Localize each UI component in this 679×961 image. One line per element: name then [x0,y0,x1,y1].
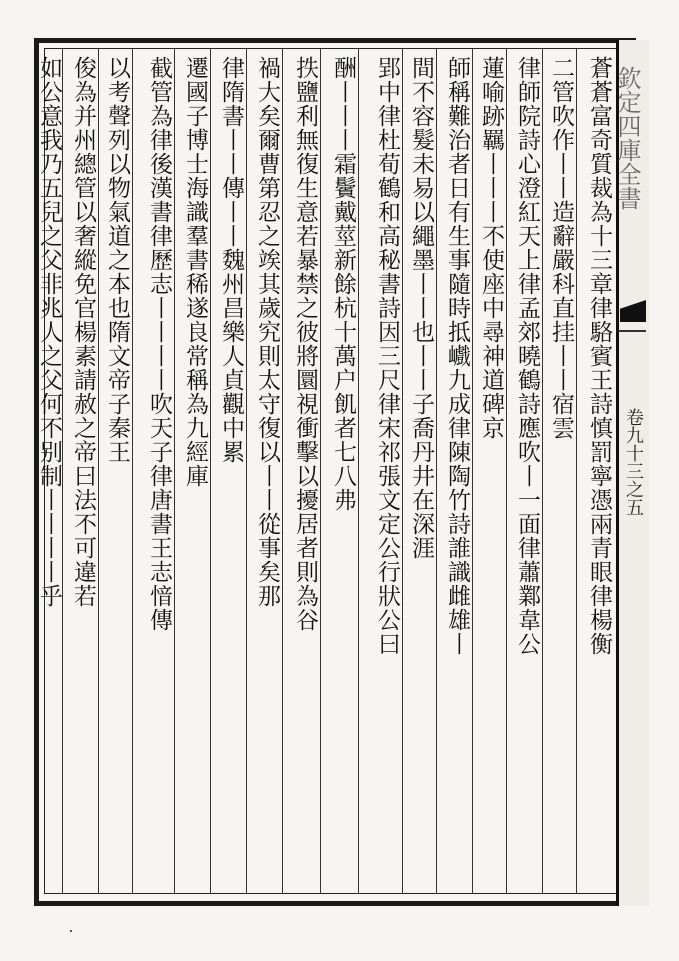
text-column-2: 二管吹作丨丨造辭嚴科直挂丨丨宿雲 [548,56,574,440]
column-rule [132,48,133,894]
text-column-7: 郢中律杜荀鶴和高秘書詩因三尺律宋祁張文定公行狀公曰 [374,56,400,656]
column-rule [542,48,543,894]
text-column-1: 蒼蒼富奇質裁為十三章律駱賓王詩慎罰寧憑兩青眼律楊衡 [586,56,612,656]
text-column-15: 俊為并州總管以奢縱免官楊素請赦之帝曰法不可違若 [70,56,96,608]
column-rule [174,48,175,894]
text-column-6: 間不容髮未易以繩墨丨丨也丨丨子喬丹井在深涯 [408,56,434,560]
text-column-9: 抶鹽利無復生意若暴禁之彼將圜視衝擊以擾居者則為谷 [292,56,318,632]
text-column-10: 禍大矣爾曹第忍之竢其歲究則太守復以丨丨從事矣那 [254,56,280,608]
text-column-14: 以考聲列以物氣道之本也隋文帝子秦王 [104,56,130,464]
margin-book-title: 欽定四庫全書 [613,66,641,210]
text-column-16: 如公意我乃五兒之父非兆人之父何不别制丨丨丨丨乎 [36,56,62,608]
text-column-11: 律隋書丨丨傳丨丨魏州昌樂人貞觀中累 [218,56,244,464]
column-rule [402,48,403,894]
text-column-3: 律師院詩心澄紅天上律孟郊曉鶴詩應吹丨一面律蕭鄴韋公 [514,56,540,656]
column-rule [98,48,99,894]
column-rule [436,48,437,894]
column-rule [210,48,211,894]
ink-speck [70,930,72,932]
column-rule [246,48,247,894]
text-column-5: 師稱難治者日有生事隨時抵巇九成律陳陶竹詩誰識雌雄丨 [444,56,470,656]
text-column-8: 酬丨丨丨霜鬢戴莖新餘杭十萬户飢者七八弗 [330,56,356,512]
text-column-12: 遷國子博士海識羣書稀遂良常稱為九經庫 [182,56,208,488]
column-rule [472,48,473,894]
column-rule [320,48,321,894]
column-rule [576,48,577,894]
text-column-4: 蓮喻跡羈丨丨丨不使座中尋神道碑京 [478,56,504,440]
margin-divider [618,330,646,332]
column-rule [358,48,359,894]
margin-volume-label: 卷九十三之五 [623,408,644,516]
column-rule [282,48,283,894]
column-rule [506,48,507,894]
text-column-13: 截管為律後漢書律歷志丨丨丨丨吹天子律唐書王志愔傳 [146,56,172,632]
